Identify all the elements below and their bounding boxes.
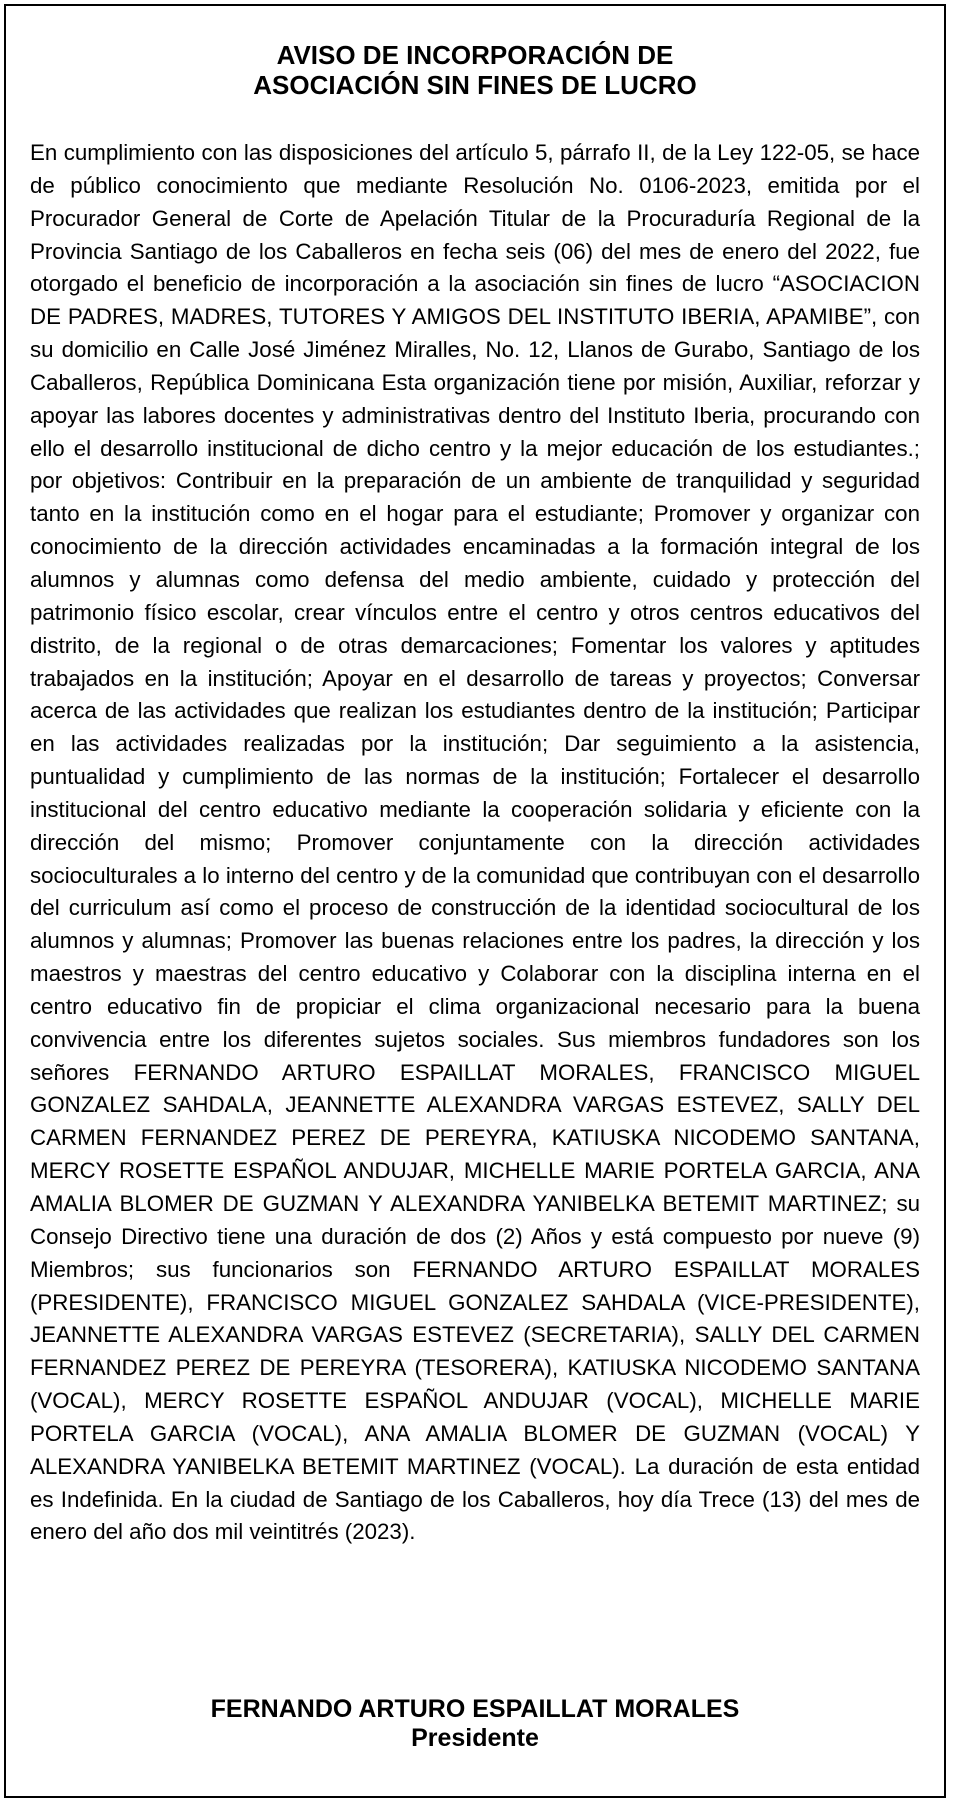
notice-body: En cumplimiento con las disposiciones del artículo 5, párrafo II, de la Ley 122-05, se hace de público conocimiento que mediante Resolución No. 0106-2023, emitida por el Procurador General de Corte de Apelación Titular de la Procuraduría Regional de la Provincia Santiago de los Caballeros en fecha seis (06) del mes de enero del 2022, fue otorgado el beneficio de incorporación a la asociación sin fines de lucro “ASOCIACION DE PADRES, MADRES, TUTORES Y AMIGOS DEL INSTITUTO IBERIA, APAMIBE”, con su domicilio en Calle José Jiménez Miralles, No. 12, Llanos de Gurabo, Santiago de los Caballeros, República Dominicana Esta organización tiene por misión, Auxiliar, reforzar y apoyar las labores docentes y administrativas dentro del Instituto Iberia, procurando con ello el desarrollo institucional de dicho centro y la mejor educación de los estudiantes.; por objetivos: Contribuir en la preparación de un ambiente de tranquilidad y seguridad tanto en la institución como en el hogar para el estudiante; Promover y organizar con conocimiento de la dirección actividades encaminadas a la formación integral de los alumnos y alumnas como defensa del medio ambiente, cuidado y protección del patrimonio físico escolar, crear vínculos entre el centro y otros centros educativos del distrito, de la regional o de otras demarcaciones; Fomentar los valores y aptitudes trabajados en la institución; Apoyar en el desarrollo de tareas y proyectos; Conversar acerca de las actividades que realizan los estudiantes dentro de la institución; Participar en las actividades realizadas por la institución; Dar seguimiento a la asistencia, puntualidad y cumplimiento de las normas de la institución; Fortalecer el desarrollo institucional del centro educativo mediante la cooperación solidaria y eficiente con la dirección del mismo; Promover conjuntamente con la dirección actividades socioculturales a lo interno del centro y de la comunidad que contribuyan con el desarrollo del curriculum así como el proceso de construcción de la identidad sociocultural de los alumnos y alumnas; Promover las buenas relaciones entre los padres, la dirección y los maestros y maestras del centro educativo y Colaborar con la disciplina interna en el centro educativo fin de propiciar el clima organizacional necesario para la buena convivencia entre los diferentes sujetos sociales. Sus miembros fundadores son los señores FERNANDO ARTURO ESPAILLAT MORALES, FRANCISCO MIGUEL GONZALEZ SAHDALA, JEANNETTE ALEXANDRA VARGAS ESTEVEZ, SALLY DEL CARMEN FERNANDEZ PEREZ DE PEREYRA, KATIUSKA NICODEMO SANTANA, MERCY ROSETTE ESPAÑOL ANDUJAR, MICHELLE MARIE PORTELA GARCIA, ANA AMALIA BLOMER DE GUZMAN Y ALEXANDRA YANIBELKA BETEMIT MARTINEZ; su Consejo Directivo tiene una duración de dos (2) Años y está compuesto por nueve (9) Miembros; sus funcionarios son FERNANDO ARTURO ESPAILLAT MORALES (PRESIDENTE), FRANCISCO MIGUEL GONZALEZ SAHDALA (VICE-PRESIDENTE), JEANNETTE ALEXANDRA VARGAS ESTEVEZ (SECRETARIA), SALLY DEL CARMEN FERNANDEZ PEREZ DE PEREYRA (TESORERA), KATIUSKA NICODEMO SANTANA (VOCAL), MERCY ROSETTE ESPAÑOL ANDUJAR (VOCAL), MICHELLE MARIE PORTELA GARCIA (VOCAL), ANA AMALIA BLOMER DE GUZMAN (VOCAL) Y ALEXANDRA YANIBELKA BETEMIT MARTINEZ (VOCAL). La duración de esta entidad es Indefinida. En la ciudad de Santiago de los Caballeros, hoy día Trece (13) del mes de enero del año dos mil veintitrés (2023). — [30, 140, 920, 1545]
notice-title — [6, 40, 944, 100]
legal-notice — [4, 4, 946, 1798]
notice-title-line-2: ASOCIACIÓN SIN FINES DE LUCRO — [253, 70, 697, 100]
signatory-name: FERNANDO ARTURO ESPAILLAT MORALES — [210, 1695, 740, 1723]
signatory-role: Presidente — [411, 1724, 539, 1752]
signature-block — [6, 1694, 944, 1752]
notice-title-line-1: AVISO DE INCORPORACIÓN DE — [276, 40, 674, 70]
